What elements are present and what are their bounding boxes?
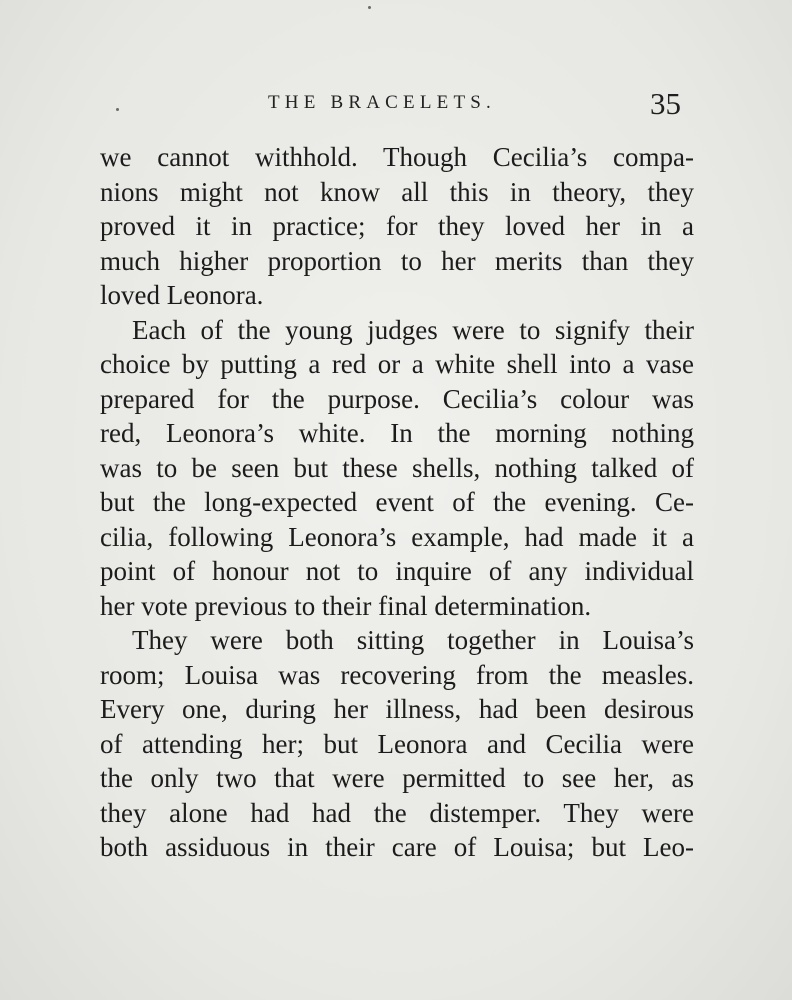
text-line: Each of the young judges were to signify their — [132, 314, 694, 345]
text-line: was to be seen but these shells, nothing talked of — [100, 452, 694, 483]
running-title: THE BRACELETS. — [268, 92, 496, 113]
text-line: of attending her; but Leonora and Cecilia were — [100, 728, 694, 759]
running-head — [0, 88, 792, 122]
text-line: Every one, during her illness, had been desirous — [100, 694, 694, 724]
text-line: proved it in practice; for they loved her in a — [100, 211, 694, 241]
page-number: 35 — [650, 86, 681, 121]
text-line: loved Leonora. — [100, 280, 264, 310]
text-line: point of honour not to inquire of any individual — [100, 556, 694, 586]
body-text — [100, 140, 694, 865]
text-line: cilia, following Leonora’s example, had made it a — [100, 521, 694, 552]
text-line: the only two that were permitted to see her, as — [100, 763, 694, 793]
text-line: her vote previous to their final determination. — [100, 590, 592, 621]
text-line: much higher proportion to her merits than they — [100, 245, 694, 276]
text-line: but the long-expected event of the evening. Ce- — [100, 487, 694, 517]
text-line: room; Louisa was recovering from the measles. — [100, 659, 694, 690]
text-line: nions might not know all this in theory, they — [100, 176, 694, 207]
text-line: they alone had had the distemper. They were — [100, 797, 694, 828]
text-line: prepared for the purpose. Cecilia’s colour was — [100, 383, 694, 414]
text-line: red, Leonora’s white. In the morning nothing — [100, 418, 694, 448]
text-line: They were both sitting together in Louisa’s — [132, 625, 694, 655]
ink-speck — [368, 6, 371, 9]
text-line: choice by putting a red or a white shell into a vase — [100, 349, 694, 379]
text-line: both assiduous in their care of Louisa; but Leo- — [100, 832, 694, 862]
text-line: we cannot withhold. Though Cecilia’s compa- — [100, 142, 694, 172]
